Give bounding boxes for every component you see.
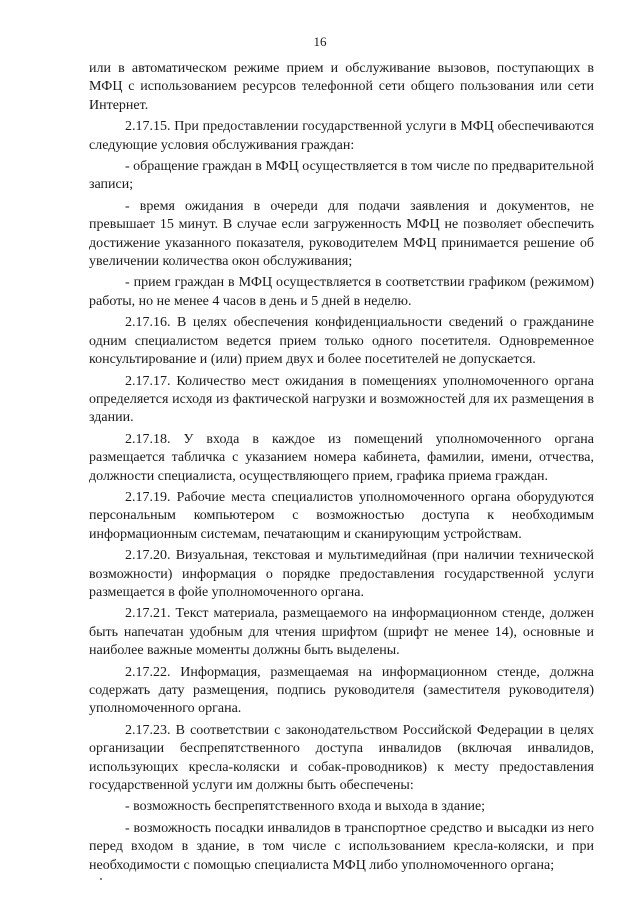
page-number: 16	[313, 34, 327, 49]
list-item-appointment: - обращение граждан в МФЦ осуществляется в том числе по предварительной записи;	[89, 159, 594, 193]
paragraph-continuation: или в автоматическом режиме прием и обслуживание вызовов, поступающих в МФЦ с использованием ресурсов телефонной сети общего пользования или сети Интернет.	[89, 61, 594, 113]
paragraph-2-17-20: 2.17.20. Визуальная, текстовая и мультимедийная (при наличии технической возможности) информация о порядке предоставления государственной услуги размещается в фойе уполномоченного органа.	[89, 548, 594, 600]
paragraph-2-17-16: 2.17.16. В целях обеспечения конфиденциальности сведений о гражданине одним специалистом ведется прием только одного посетителя. Одновременное консультирование и (или) прием двух и более посетителей не допускается.	[89, 315, 594, 368]
paragraph-2-17-23: 2.17.23. В соответствии с законодательством Российской Федерации в целях организации беспрепятственного доступа инвалидов (включая инвалидов, использующих кресла-коляски и собак-проводников) к месту предоставления государственной услуги им должны быть обеспечены:	[89, 722, 594, 794]
paragraph-2-17-17: 2.17.17. Количество мест ожидания в помещениях уполномоченного органа определяется исходя из фактической нагрузки и возможностей для их размещения в здании.	[89, 373, 594, 426]
list-item-schedule: - прием граждан в МФЦ осуществляется в соответствии графиком (режимом) работы, но не менее 4 часов в день и 5 дней в неделю.	[89, 275, 594, 309]
list-item-waiting-time: - время ожидания в очереди для подачи заявления и документов, не превышает 15 минут. В случае если загруженность МФЦ не позволяет обеспечить достижение указанного показателя, руководителем МФЦ принимается решение об увеличении количества окон обслуживания;	[89, 198, 594, 270]
paragraph-2-17-19: 2.17.19. Рабочие места специалистов уполномоченного органа оборудуются персональным компьютером с возможностью доступа к необходимым информационным системам, печатающим и сканирующим устройствам.	[89, 489, 594, 542]
document-body	[89, 60, 594, 878]
paragraph-2-17-21: 2.17.21. Текст материала, размещаемого на информационном стенде, должен быть напечатан удобным для чтения шрифтом (шрифт не менее 14), основные и наиболее важные моменты должны быть выделены.	[89, 606, 594, 659]
paragraph-2-17-15: 2.17.15. При предоставлении государственной услуги в МФЦ обеспечиваются следующие условия обслуживания граждан:	[89, 119, 594, 153]
list-item-entrance-access: - возможность беспрепятственного входа и выхода в здание;	[125, 799, 486, 815]
paragraph-2-17-18: 2.17.18. У входа в каждое из помещений уполномоченного органа размещается табличка с указанием номера кабинета, фамилии, имени, отчества, должности специалиста, осуществляющего прием, графика приема граждан.	[89, 431, 594, 484]
list-item-transport-access: - возможность посадки инвалидов в транспортное средство и высадки из него перед входом в здание, в том числе с использованием кресла-коляски, и при необходимости с помощью специалиста МФЦ либо уполномоченного органа;	[89, 820, 594, 873]
paragraph-2-17-22: 2.17.22. Информация, размещаемая на информационном стенде, должна содержать дату размещения, подпись руководителя (заместителя руководителя) уполномоченного органа.	[89, 664, 594, 717]
scan-artifact-dot	[100, 878, 102, 880]
